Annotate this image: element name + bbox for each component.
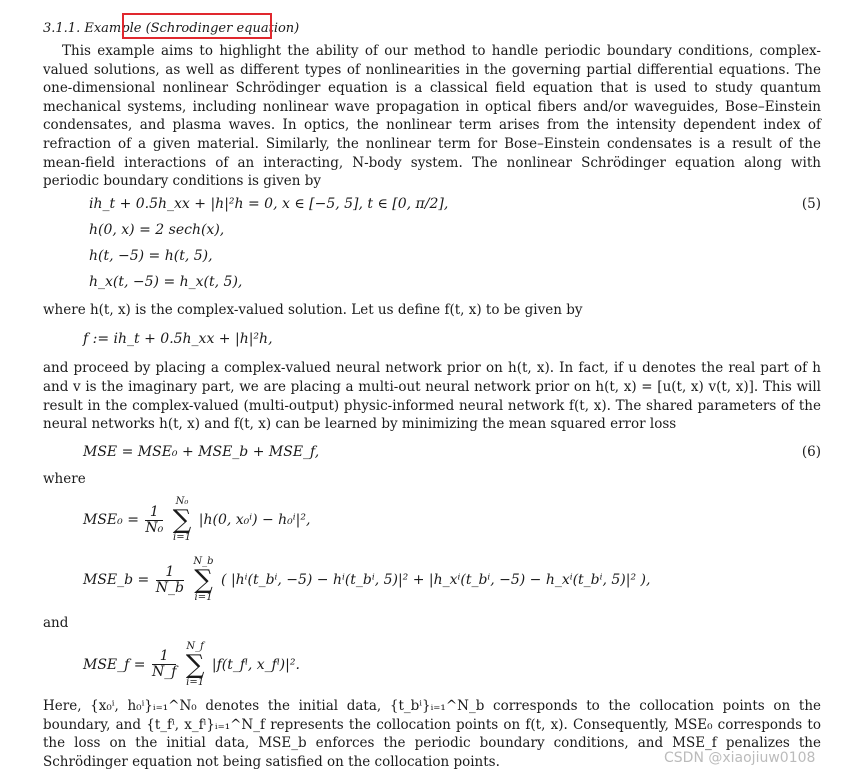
watermark: CSDN @xiaojiuw0108 (664, 750, 816, 766)
eq5-line4: h_x(t, −5) = h_x(t, 5), (89, 273, 243, 290)
paper-page (43, 16, 821, 771)
equation-5-block (43, 191, 821, 301)
eq6-number: (6) (801, 443, 821, 460)
and-label: and (43, 615, 69, 632)
eq5-line3: h(t, −5) = h(t, 5), (89, 247, 213, 264)
definition-paragraph: where h(t, x) is the complex-valued solution. Let us define f(t, x) to be given by (43, 301, 583, 318)
intro-paragraph: This example aims to highlight the ability of our method to handle periodic boundary conditions, complex-valued solutions, as well as different types of nonlinearities in the governing partial differential equations. The one-dimensional nonlinear Schrödinger equation is a classical field equation that is used to study quantum mechanical systems, including nonlinear wave propagation in optical fibers and/or waveguides, Bose–Einstein condensates, and plasma waves. In optics, the nonlinear term arises from the intensity dependent index of refraction of a given material. Similarly, the nonlinear term for Bose–Einstein condensates is a result of the mean-field interactions of an interacting, N-body system. The nonlinear Schrödinger equation along with periodic boundary conditions is given by (43, 43, 821, 190)
section-number: 3.1.1. (43, 21, 81, 36)
equation-f: f := ih_t + 0.5h_xx + |h|²h, (83, 331, 273, 348)
eq5-line1: ih_t + 0.5h_xx + |h|²h = 0, x ∈ [−5, 5], t ∈ [0, π/2], (5) (43, 191, 821, 217)
mseb-equation: MSE_b = $\frac{1}{N\_b}$ N_b ∑ i=1 ( |hⁱ(t_bⁱ, −5) − hⁱ(t_bⁱ, 5)|² + |h_xⁱ(t_bⁱ, −5) − h_xⁱ(t_bⁱ, 5)|² ), (83, 556, 651, 604)
mse0-equation: MSE₀ = $\frac{1}{\text{N₀}}$ N₀ ∑ i=1 |h(0, x₀ⁱ) − h₀ⁱ|², (83, 496, 311, 544)
where-label: where (43, 470, 86, 487)
eq5-line2: h(0, x) = 2 sech(x), (89, 221, 225, 238)
section-title-prefix: Example (84, 21, 142, 36)
eq5-number: (5) (801, 195, 821, 212)
network-paragraph: and proceed by placing a complex-valued neural network prior on h(t, x). In fact, if u denotes the real part of h and v is the imaginary part, we are placing a multi-out neural network prior on h(t, x) = [u(t, x) v(t, x)]. This will result in the complex-valued (multi-output) physic-informed neural network f(t, x). The shared parameters of the neural networks h(t, x) and f(t, x) can be learned by minimizing the mean squared error loss (43, 360, 821, 433)
highlight-box (122, 13, 272, 39)
equation-6: MSE = MSE₀ + MSE_b + MSE_f, (6) (43, 434, 821, 470)
msef-equation: MSE_f = $\frac{1}{N\_f}$ N_f ∑ i=1 |f(t_fⁱ, x_fⁱ)|². (83, 640, 300, 688)
section-title-highlight: (Schrodinger equation) (145, 21, 300, 36)
explanation-paragraph: Here, {x₀ⁱ, h₀ⁱ}ᵢ₌₁^N₀ denotes the initial data, {t_bⁱ}ᵢ₌₁^N_b corresponds to the collocation points on the boundary, and {t_fⁱ, x_fⁱ}ᵢ₌₁^N_f represents the collocation points on f(t, x). Consequently, MSE₀ corresponds to the loss on the initial data, MSE_b enforces the periodic boundary conditions, and MSE_f penalizes the Schrödinger equation not being satisfied on the collocation points. (43, 697, 821, 770)
section-heading (43, 16, 821, 42)
